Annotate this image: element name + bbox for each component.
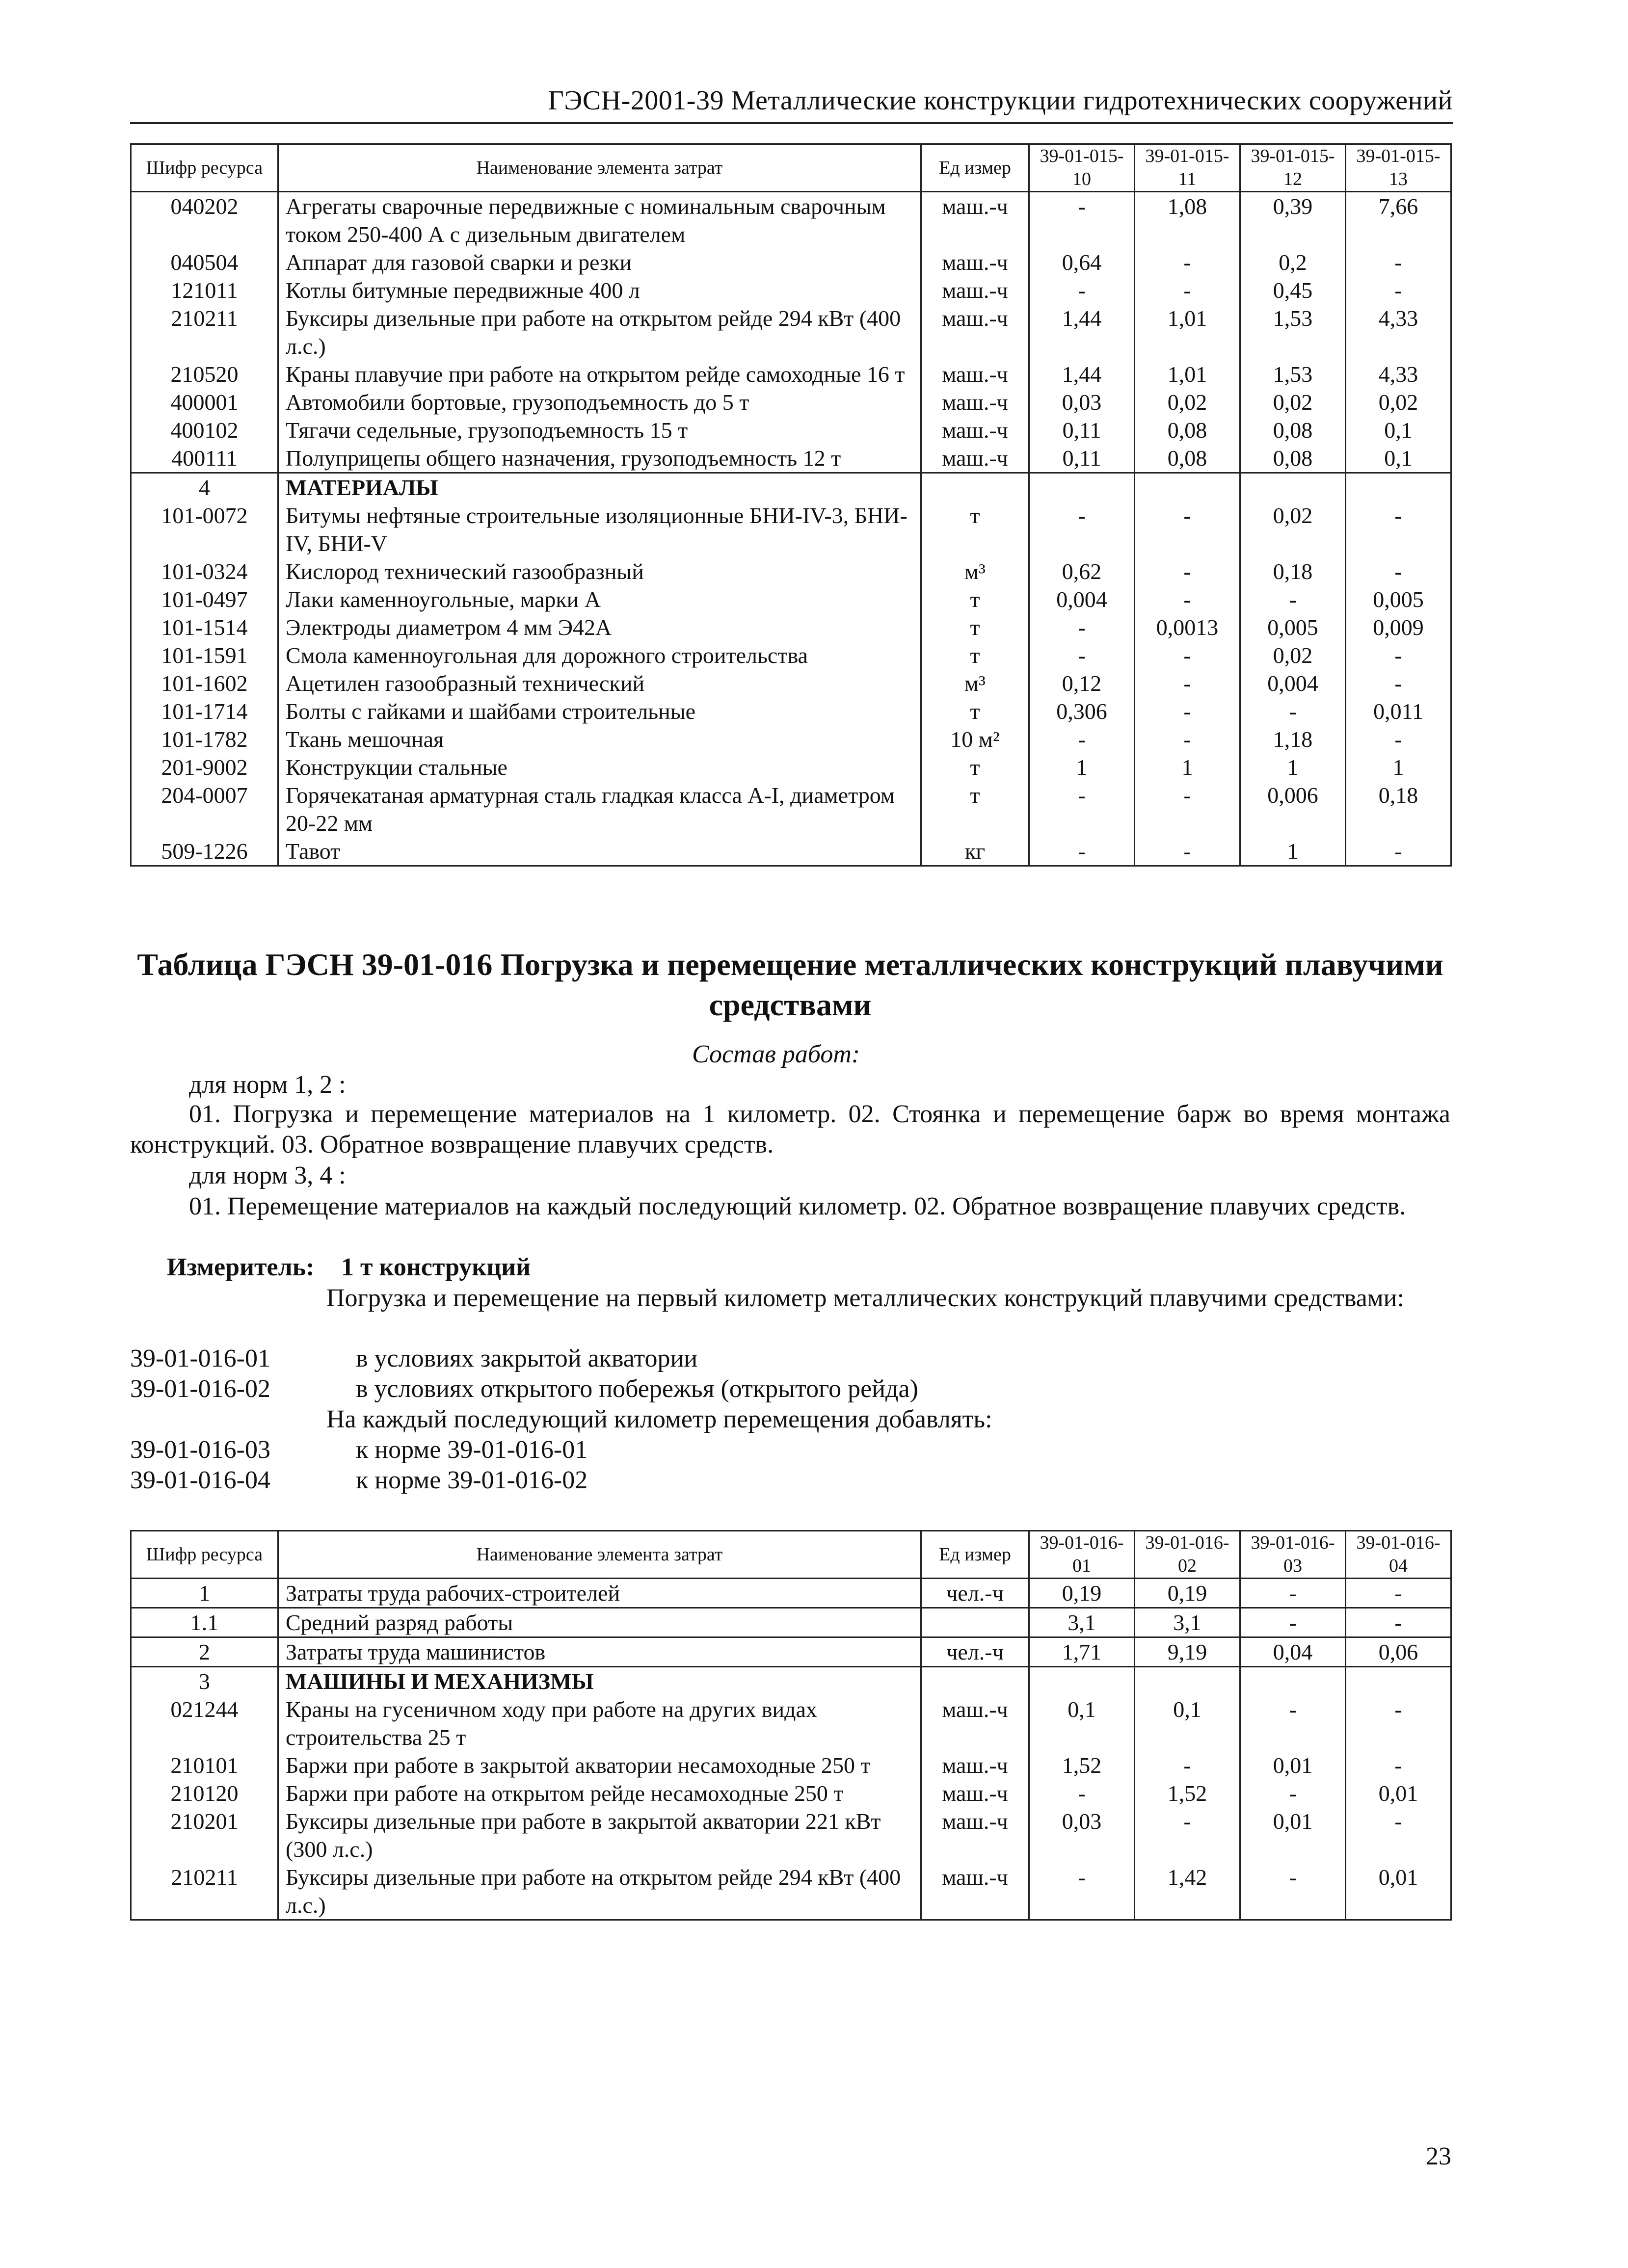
- resource-name: Конструкции стальные: [278, 753, 921, 781]
- resource-name: Котлы битумные передвижные 400 л: [278, 276, 921, 304]
- norm-value: 0,1: [1346, 444, 1451, 473]
- intro-first-km: Погрузка и перемещение на первый километр металлических конструкций плавучими средствами:: [326, 1284, 1404, 1312]
- norm-value: 0,03: [1029, 1807, 1135, 1863]
- norm-value: [1240, 473, 1346, 502]
- page-number: 23: [1426, 2142, 1451, 2170]
- norm-value: -: [1346, 248, 1451, 276]
- norm-value: -: [1346, 641, 1451, 669]
- norm-value: 0,11: [1029, 444, 1135, 473]
- norm-value: 0,005: [1346, 585, 1451, 613]
- resource-unit: маш.-ч: [921, 1807, 1029, 1863]
- norm-value: -: [1135, 501, 1240, 557]
- norm-value: 0,18: [1346, 781, 1451, 837]
- col-header-norm: 39-01-016-02: [1135, 1531, 1240, 1579]
- table-row: [131, 557, 1451, 585]
- norm-value: 0,306: [1029, 697, 1135, 725]
- resource-code: 101-1782: [131, 725, 278, 753]
- table-row: [131, 388, 1451, 416]
- meter-value: 1 т конструкций: [341, 1253, 531, 1281]
- col-header-name: Наименование элемента затрат: [278, 1531, 921, 1579]
- table-row: [131, 444, 1451, 473]
- table-row: [131, 1751, 1451, 1779]
- resource-unit: т: [921, 641, 1029, 669]
- resource-name: Болты с гайками и шайбами строительные: [278, 697, 921, 725]
- norm-value: -: [1346, 837, 1451, 866]
- resource-unit: маш.-ч: [921, 444, 1029, 473]
- resource-unit: чел.-ч: [921, 1579, 1029, 1608]
- norm-code: 39-01-016-04: [130, 1466, 270, 1494]
- section-title: МАТЕРИАЛЫ: [278, 473, 921, 502]
- norm-value: [1240, 1667, 1346, 1696]
- resource-code: 1.1: [131, 1608, 278, 1637]
- resource-code: 121011: [131, 276, 278, 304]
- table-header-row: [131, 1531, 1451, 1579]
- norm-value: 9,19: [1135, 1637, 1240, 1667]
- resource-name: Кислород технический газообразный: [278, 557, 921, 585]
- resource-name: Смола каменноугольная для дорожного строительства: [278, 641, 921, 669]
- resource-name: Полуприцепы общего назначения, грузоподъемность 12 т: [278, 444, 921, 473]
- resource-unit: т: [921, 781, 1029, 837]
- norms-1-2-text: 01. Погрузка и перемещение материалов на 1 километр. 02. Стоянка и перемещение барж во время монтажа конструкций. 03. Обратное возвращение плавучих средств.: [130, 1100, 1450, 1159]
- norms-3-4-text: 01. Перемещение материалов на каждый последующий километр. 02. Обратное возвращение плавучих средств.: [189, 1192, 1406, 1220]
- resource-code: 101-1591: [131, 641, 278, 669]
- resource-name: Буксиры дизельные при работе на открытом рейде 294 кВт (400 л.с.): [278, 304, 921, 360]
- norm-value: -: [1029, 1863, 1135, 1920]
- norm-value: -: [1135, 697, 1240, 725]
- norm-value: 1,08: [1135, 192, 1240, 249]
- norm-value: -: [1135, 248, 1240, 276]
- col-header-norm: 39-01-016-03: [1240, 1531, 1346, 1579]
- resource-name: Баржи при работе в закрытой акватории несамоходные 250 т: [278, 1751, 921, 1779]
- resource-name: Ткань мешочная: [278, 725, 921, 753]
- norm-value: 4,33: [1346, 360, 1451, 388]
- resource-unit: маш.-ч: [921, 1779, 1029, 1807]
- resource-name: Краны на гусеничном ходу при работе на других видах строительства 25 т: [278, 1695, 921, 1751]
- norm-code: 39-01-016-02: [130, 1375, 270, 1403]
- resource-unit: маш.-ч: [921, 248, 1029, 276]
- norm-value: 0,02: [1240, 501, 1346, 557]
- norm-value: 0,01: [1346, 1779, 1451, 1807]
- resource-unit: м³: [921, 669, 1029, 697]
- section-row: [131, 473, 1451, 502]
- resource-unit: маш.-ч: [921, 1695, 1029, 1751]
- norm-value: 0,04: [1240, 1637, 1346, 1667]
- table-row: [131, 641, 1451, 669]
- norm-value: 0,02: [1240, 388, 1346, 416]
- norm-value: -: [1029, 1779, 1135, 1807]
- norm-value: -: [1240, 697, 1346, 725]
- resource-unit: т: [921, 697, 1029, 725]
- norm-value: -: [1029, 192, 1135, 249]
- resource-unit: [921, 1667, 1029, 1696]
- norm-value: 0,03: [1029, 388, 1135, 416]
- resource-name: Аппарат для газовой сварки и резки: [278, 248, 921, 276]
- table-row: [131, 697, 1451, 725]
- resource-code: 101-1714: [131, 697, 278, 725]
- norm-value: 0,1: [1135, 1695, 1240, 1751]
- norm-text: в условиях закрытой акватории: [356, 1345, 698, 1372]
- resource-unit: т: [921, 613, 1029, 641]
- table-row: [131, 276, 1451, 304]
- norm-value: -: [1029, 276, 1135, 304]
- resource-code: 210201: [131, 1807, 278, 1863]
- resource-unit: маш.-ч: [921, 276, 1029, 304]
- norm-value: 1: [1240, 837, 1346, 866]
- resource-name: Средний разряд работы: [278, 1608, 921, 1637]
- norm-value: [1135, 473, 1240, 502]
- resource-unit: маш.-ч: [921, 304, 1029, 360]
- resource-code: 210211: [131, 304, 278, 360]
- table-header-row: [131, 144, 1451, 192]
- resource-code: 210520: [131, 360, 278, 388]
- resource-name: Буксиры дизельные при работе в закрытой акватории 221 кВт (300 л.с.): [278, 1807, 921, 1863]
- resource-code: 1: [131, 1579, 278, 1608]
- resource-name: Автомобили бортовые, грузоподъемность до 5 т: [278, 388, 921, 416]
- col-header-norm: 39-01-016-04: [1346, 1531, 1451, 1579]
- norm-value: 1: [1029, 753, 1135, 781]
- resource-code: 101-1514: [131, 613, 278, 641]
- col-header-code: Шифр ресурса: [131, 1531, 278, 1579]
- norm-value: -: [1135, 557, 1240, 585]
- norm-value: -: [1346, 1807, 1451, 1863]
- norm-value: 0,06: [1346, 1637, 1451, 1667]
- norm-value: 1: [1346, 753, 1451, 781]
- norm-value: [1029, 1667, 1135, 1696]
- table-row: [131, 192, 1451, 249]
- resource-unit: м³: [921, 557, 1029, 585]
- resource-code: 210101: [131, 1751, 278, 1779]
- resource-code: 3: [131, 1667, 278, 1696]
- norm-value: -: [1240, 1608, 1346, 1637]
- norm-value: 0,11: [1029, 416, 1135, 444]
- table-row: [131, 1807, 1451, 1863]
- norms-1-2-label: для норм 1, 2 :: [189, 1071, 346, 1099]
- table-row: [131, 669, 1451, 697]
- norm-value: 0,64: [1029, 248, 1135, 276]
- table-row: [131, 1637, 1451, 1667]
- resource-name: Буксиры дизельные при работе на открытом рейде 294 кВт (400 л.с.): [278, 1863, 921, 1920]
- norm-value: -: [1029, 781, 1135, 837]
- norm-value: 0,0013: [1135, 613, 1240, 641]
- norm-value: -: [1346, 1608, 1451, 1637]
- table-row: [131, 613, 1451, 641]
- col-header-code: Шифр ресурса: [131, 144, 278, 192]
- norm-value: 0,009: [1346, 613, 1451, 641]
- norm-value: 0,1: [1029, 1695, 1135, 1751]
- norm-value: -: [1029, 837, 1135, 866]
- section-row: [131, 1667, 1451, 1696]
- norm-value: -: [1029, 641, 1135, 669]
- norm-value: -: [1135, 1807, 1240, 1863]
- resource-unit: т: [921, 585, 1029, 613]
- resource-code: 101-0072: [131, 501, 278, 557]
- resource-unit: [921, 473, 1029, 502]
- resource-unit: маш.-ч: [921, 192, 1029, 249]
- resource-code: 101-0497: [131, 585, 278, 613]
- norm-value: -: [1135, 641, 1240, 669]
- header-title: ГЭСН-2001-39 Металлические конструкции гидротехнических сооружений: [548, 85, 1453, 116]
- resource-unit: маш.-ч: [921, 1751, 1029, 1779]
- resource-table-039-01-016: [130, 1530, 1452, 1921]
- norm-value: -: [1135, 725, 1240, 753]
- norm-value: 1,18: [1240, 725, 1346, 753]
- norm-value: 1,42: [1135, 1863, 1240, 1920]
- norm-value: 1: [1135, 753, 1240, 781]
- norm-value: 0,02: [1346, 388, 1451, 416]
- resource-name: Горячекатаная арматурная сталь гладкая класса А-I, диаметром 20-22 мм: [278, 781, 921, 837]
- resource-code: 101-1602: [131, 669, 278, 697]
- norm-value: 0,005: [1240, 613, 1346, 641]
- col-header-norm: 39-01-016-01: [1029, 1531, 1135, 1579]
- resource-name: Баржи при работе на открытом рейде несамоходные 250 т: [278, 1779, 921, 1807]
- norm-code: 39-01-016-01: [130, 1345, 270, 1372]
- norm-value: -: [1240, 1695, 1346, 1751]
- norm-value: 0,004: [1240, 669, 1346, 697]
- norms-3-4-label: для норм 3, 4 :: [189, 1161, 346, 1189]
- norm-value: 0,02: [1135, 388, 1240, 416]
- norm-value: 1,44: [1029, 304, 1135, 360]
- norm-value: -: [1346, 501, 1451, 557]
- col-header-norm: 39-01-015-11: [1135, 144, 1240, 192]
- norm-value: 0,01: [1240, 1751, 1346, 1779]
- meter-label: Измеритель:: [167, 1253, 315, 1281]
- norm-value: 0,12: [1029, 669, 1135, 697]
- table-row: [131, 725, 1451, 753]
- norm-value: 0,2: [1240, 248, 1346, 276]
- resource-code: 509-1226: [131, 837, 278, 866]
- table-row: [131, 1579, 1451, 1608]
- norm-text: к норме 39-01-016-01: [356, 1436, 588, 1464]
- norm-value: -: [1346, 1695, 1451, 1751]
- norm-value: [1135, 1667, 1240, 1696]
- col-header-norm: 39-01-015-12: [1240, 144, 1346, 192]
- resource-name: Тавот: [278, 837, 921, 866]
- norm-value: -: [1240, 585, 1346, 613]
- norm-value: 3,1: [1135, 1608, 1240, 1637]
- norm-value: -: [1346, 557, 1451, 585]
- norm-value: 1,44: [1029, 360, 1135, 388]
- resource-unit: маш.-ч: [921, 1863, 1029, 1920]
- table-row: [131, 304, 1451, 360]
- norm-value: 0,01: [1346, 1863, 1451, 1920]
- norm-value: -: [1029, 725, 1135, 753]
- intro-next-km: На каждый последующий километр перемещения добавлять:: [326, 1405, 992, 1433]
- norm-text: в условиях открытого побережья (открытого рейда): [356, 1375, 918, 1403]
- resource-name: Электроды диаметром 4 мм Э42А: [278, 613, 921, 641]
- resource-unit: маш.-ч: [921, 360, 1029, 388]
- running-header: [130, 81, 1453, 124]
- resource-unit: чел.-ч: [921, 1637, 1029, 1667]
- resource-code: 400001: [131, 388, 278, 416]
- table-row: [131, 1779, 1451, 1807]
- norm-value: -: [1240, 1579, 1346, 1608]
- table-row: [131, 837, 1451, 866]
- norm-value: -: [1135, 781, 1240, 837]
- norm-value: 0,19: [1135, 1579, 1240, 1608]
- norm-value: 3,1: [1029, 1608, 1135, 1637]
- table-row: [131, 1695, 1451, 1751]
- norm-value: 0,006: [1240, 781, 1346, 837]
- table-row: [131, 360, 1451, 388]
- resource-code: 021244: [131, 1695, 278, 1751]
- resource-code: 204-0007: [131, 781, 278, 837]
- norm-value: 0,08: [1240, 416, 1346, 444]
- norm-value: -: [1135, 837, 1240, 866]
- norm-value: [1029, 473, 1135, 502]
- norm-value: 1: [1240, 753, 1346, 781]
- resource-code: 210120: [131, 1779, 278, 1807]
- resource-unit: т: [921, 753, 1029, 781]
- col-header-name: Наименование элемента затрат: [278, 144, 921, 192]
- resource-code: 2: [131, 1637, 278, 1667]
- norm-value: [1346, 1667, 1451, 1696]
- norm-value: -: [1135, 276, 1240, 304]
- resource-name: Затраты труда рабочих-строителей: [278, 1579, 921, 1608]
- norm-value: -: [1029, 501, 1135, 557]
- norm-value: -: [1029, 613, 1135, 641]
- norm-value: 0,08: [1135, 444, 1240, 473]
- resource-code: 210211: [131, 1863, 278, 1920]
- norm-value: -: [1240, 1863, 1346, 1920]
- resource-code: 400102: [131, 416, 278, 444]
- norm-text: к норме 39-01-016-02: [356, 1466, 588, 1494]
- table-row: [131, 501, 1451, 557]
- norm-value: 0,08: [1240, 444, 1346, 473]
- table-row: [131, 416, 1451, 444]
- norm-value: 1,01: [1135, 360, 1240, 388]
- norm-value: [1346, 473, 1451, 502]
- table-row: [131, 585, 1451, 613]
- norm-value: 1,53: [1240, 360, 1346, 388]
- resource-unit: маш.-ч: [921, 388, 1029, 416]
- norm-value: 0,45: [1240, 276, 1346, 304]
- resource-name: Битумы нефтяные строительные изоляционные БНИ-IV-3, БНИ-IV, БНИ-V: [278, 501, 921, 557]
- norm-value: 0,19: [1029, 1579, 1135, 1608]
- norm-value: 0,08: [1135, 416, 1240, 444]
- norm-value: 1,53: [1240, 304, 1346, 360]
- resource-table-039-01-015: [130, 143, 1452, 867]
- norm-value: -: [1135, 1751, 1240, 1779]
- resource-unit: кг: [921, 837, 1029, 866]
- norm-value: -: [1135, 585, 1240, 613]
- norm-value: -: [1346, 669, 1451, 697]
- resource-code: 040504: [131, 248, 278, 276]
- table-title: Таблица ГЭСН 39-01-016 Погрузка и перемещение металлических конструкций плавучими средствами: [137, 947, 1443, 1022]
- norm-value: -: [1346, 276, 1451, 304]
- norm-value: 1,71: [1029, 1637, 1135, 1667]
- norm-value: -: [1346, 1751, 1451, 1779]
- col-header-unit: Ед измер: [921, 1531, 1029, 1579]
- norm-value: 0,39: [1240, 192, 1346, 249]
- resource-unit: т: [921, 501, 1029, 557]
- norm-code: 39-01-016-03: [130, 1436, 270, 1464]
- resource-unit: 10 м²: [921, 725, 1029, 753]
- resource-name: Тягачи седельные, грузоподъемность 15 т: [278, 416, 921, 444]
- section-title: МАШИНЫ И МЕХАНИЗМЫ: [278, 1667, 921, 1696]
- resource-name: Краны плавучие при работе на открытом рейде самоходные 16 т: [278, 360, 921, 388]
- norm-value: 1,01: [1135, 304, 1240, 360]
- col-header-unit: Ед измер: [921, 144, 1029, 192]
- norm-value: 0,011: [1346, 697, 1451, 725]
- norm-value: 0,1: [1346, 416, 1451, 444]
- norm-value: -: [1346, 725, 1451, 753]
- table-row: [131, 753, 1451, 781]
- table-row: [131, 1608, 1451, 1637]
- norm-value: 0,004: [1029, 585, 1135, 613]
- resource-code: 201-9002: [131, 753, 278, 781]
- norm-value: -: [1240, 1779, 1346, 1807]
- norm-value: 1,52: [1135, 1779, 1240, 1807]
- norm-value: 4,33: [1346, 304, 1451, 360]
- resource-code: 040202: [131, 192, 278, 249]
- resource-name: Затраты труда машинистов: [278, 1637, 921, 1667]
- resource-code: 400111: [131, 444, 278, 473]
- resource-unit: [921, 1608, 1029, 1637]
- col-header-norm: 39-01-015-10: [1029, 144, 1135, 192]
- table-row: [131, 781, 1451, 837]
- norm-value: -: [1346, 1579, 1451, 1608]
- col-header-norm: 39-01-015-13: [1346, 144, 1451, 192]
- norm-value: 0,01: [1240, 1807, 1346, 1863]
- norm-value: 0,02: [1240, 641, 1346, 669]
- norm-value: 1,52: [1029, 1751, 1135, 1779]
- resource-unit: маш.-ч: [921, 416, 1029, 444]
- norm-value: -: [1135, 669, 1240, 697]
- resource-code: 101-0324: [131, 557, 278, 585]
- table-row: [131, 248, 1451, 276]
- resource-name: Ацетилен газообразный технический: [278, 669, 921, 697]
- table-row: [131, 1863, 1451, 1920]
- resource-name: Агрегаты сварочные передвижные с номинальным сварочным током 250-400 А с дизельным двигателем: [278, 192, 921, 249]
- norm-value: 7,66: [1346, 192, 1451, 249]
- resource-code: 4: [131, 473, 278, 502]
- composition-title: Состав работ:: [692, 1040, 860, 1068]
- norm-value: 0,18: [1240, 557, 1346, 585]
- norm-value: 0,62: [1029, 557, 1135, 585]
- resource-name: Лаки каменноугольные, марки А: [278, 585, 921, 613]
